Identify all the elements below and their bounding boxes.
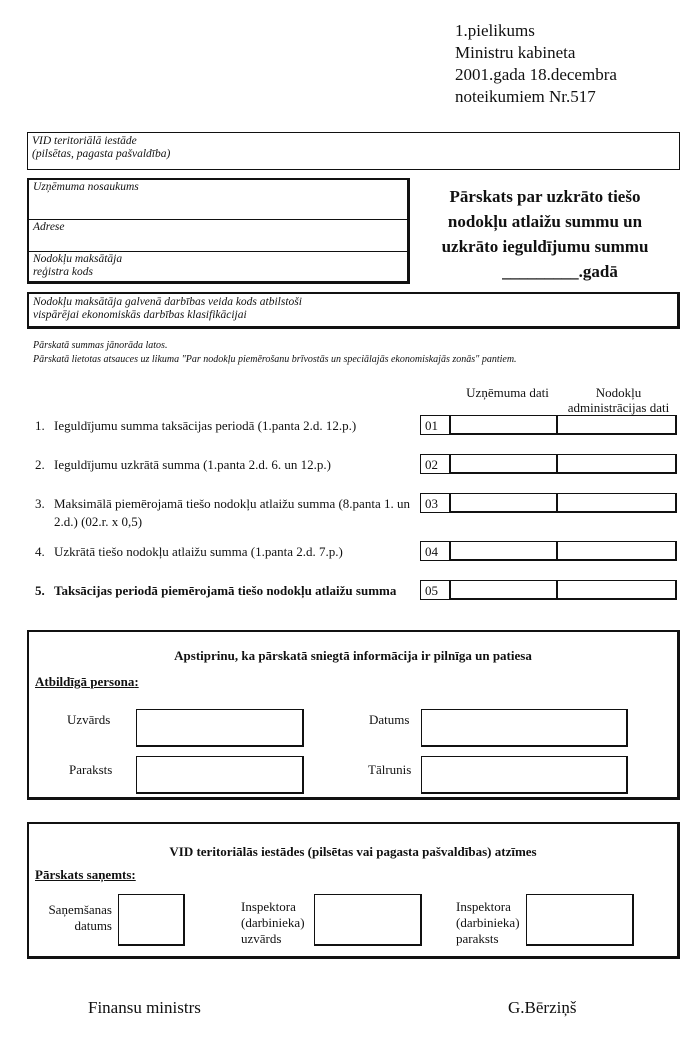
note: Pārskatā summas jānorāda latos. bbox=[33, 340, 168, 351]
header-line: 2001.gada 18.decembra bbox=[455, 65, 617, 84]
received-date-input[interactable] bbox=[118, 894, 185, 946]
vid-marks-title: VID teritoriālās iestādes (pilsētas vai pagasta pašvaldības) atzīmes bbox=[169, 844, 537, 859]
company-data-input[interactable] bbox=[450, 415, 558, 435]
confirmation-box bbox=[27, 630, 680, 800]
field-label: Nodokļu maksātāja galvenā darbības veida kods atbilstoši bbox=[33, 296, 302, 308]
company-data-input[interactable] bbox=[450, 454, 558, 474]
activity-code-field[interactable] bbox=[27, 292, 680, 329]
label-text: Atbildīgā persona bbox=[35, 674, 135, 689]
field-label: vispārējai ekonomiskās darbības klasifikācijai bbox=[33, 309, 247, 321]
field-label: Nodokļu maksātāja bbox=[33, 253, 123, 265]
label-line: Inspektora bbox=[241, 899, 296, 914]
inspector-signature-label bbox=[456, 899, 520, 947]
surname-label: Uzvārds bbox=[67, 712, 111, 727]
row-code: 05 bbox=[420, 580, 450, 600]
signature-label: Paraksts bbox=[69, 762, 113, 777]
row-code: 01 bbox=[420, 415, 450, 435]
column-header-line: Nodokļu bbox=[595, 385, 642, 400]
date-input[interactable] bbox=[421, 709, 628, 747]
company-data-input[interactable] bbox=[450, 493, 558, 513]
header-line: noteikumiem Nr.517 bbox=[455, 87, 596, 106]
phone-label: Tālrunis bbox=[368, 762, 412, 777]
label-line: Saņemšanas bbox=[48, 902, 112, 917]
admin-data-input[interactable] bbox=[557, 454, 677, 474]
row-code: 02 bbox=[420, 454, 450, 474]
company-name-field[interactable] bbox=[29, 180, 407, 220]
header-line: Ministru kabineta bbox=[455, 43, 576, 62]
column-header-line: administrācijas dati bbox=[567, 400, 670, 415]
row-description: Maksimālā piemērojamā tiešo nodokļu atlaižu summa (8.panta 1. un 2.d.) (02.r. x 0,5) bbox=[54, 496, 410, 529]
signatory-name: G.Bērziņš bbox=[508, 998, 577, 1017]
signature-input[interactable] bbox=[136, 756, 304, 794]
label-line: (darbinieka) bbox=[241, 915, 305, 930]
field-label: reģistra kods bbox=[33, 266, 93, 278]
field-label: VID teritoriālā iestāde bbox=[32, 135, 137, 147]
admin-data-input[interactable] bbox=[557, 580, 677, 600]
vid-office-field[interactable] bbox=[27, 132, 680, 170]
label-line: Inspektora bbox=[456, 899, 511, 914]
row-description: Uzkrātā tiešo nodokļu atlaižu summa (1.panta 2.d. 7.p.) bbox=[54, 544, 343, 559]
received-date-label bbox=[34, 902, 112, 934]
field-label: (pilsētas, pagasta pašvaldība) bbox=[32, 148, 171, 160]
inspector-name-input[interactable] bbox=[314, 894, 422, 946]
company-info-box bbox=[27, 178, 410, 284]
vid-marks-box bbox=[27, 822, 680, 959]
row-number: 1. bbox=[35, 418, 45, 433]
title-year: _________.gadā bbox=[502, 262, 618, 281]
taxpayer-code-field[interactable] bbox=[29, 252, 407, 282]
row-description: Ieguldījumu uzkrātā summa (1.panta 2.d. 6. un 12.p.) bbox=[54, 457, 331, 472]
header-line: 1.pielikums bbox=[455, 21, 535, 40]
row-code: 03 bbox=[420, 493, 450, 513]
row-number: 5. bbox=[35, 583, 45, 598]
responsible-person-label: Atbildīgā persona: bbox=[35, 674, 139, 689]
label-line: uzvārds bbox=[241, 931, 282, 946]
row-number: 4. bbox=[35, 544, 45, 559]
confirmation-title: Apstiprinu, ka pārskatā sniegtā informācija ir pilnīga un patiesa bbox=[174, 648, 532, 663]
company-data-input[interactable] bbox=[450, 580, 558, 600]
admin-data-input[interactable] bbox=[557, 493, 677, 513]
phone-input[interactable] bbox=[421, 756, 628, 794]
column-header-company: Uzņēmuma dati bbox=[466, 385, 549, 400]
title-line: Pārskats par uzkrāto tiešo bbox=[449, 187, 641, 206]
report-title bbox=[415, 184, 675, 284]
note: Pārskatā lietotas atsauces uz likuma "Par nodokļu piemērošanu brīvostās un speciālajās ekonomiskajās zonās" pantiem. bbox=[33, 354, 517, 365]
surname-input[interactable] bbox=[136, 709, 304, 747]
admin-data-input[interactable] bbox=[557, 415, 677, 435]
company-data-input[interactable] bbox=[450, 541, 558, 561]
row-number: 3. bbox=[35, 496, 45, 511]
row-number: 2. bbox=[35, 457, 45, 472]
inspector-signature-input[interactable] bbox=[526, 894, 634, 946]
title-line: uzkrāto ieguldījumu summu bbox=[441, 237, 649, 256]
address-field[interactable] bbox=[29, 220, 407, 252]
date-label: Datums bbox=[369, 712, 410, 727]
inspector-name-label bbox=[241, 899, 305, 947]
received-label: Pārskats saņemts: bbox=[35, 867, 136, 882]
admin-data-input[interactable] bbox=[557, 541, 677, 561]
column-header-admin bbox=[556, 385, 681, 415]
row-description: Ieguldījumu summa taksācijas periodā (1.panta 2.d. 12.p.) bbox=[54, 418, 357, 433]
label-line: paraksts bbox=[456, 931, 499, 946]
label-line: datums bbox=[74, 918, 112, 933]
row-description: Taksācijas periodā piemērojamā tiešo nodokļu atlaižu summa bbox=[54, 583, 397, 598]
field-label: Uzņēmuma nosaukums bbox=[33, 181, 139, 193]
title-line: nodokļu atlaižu summu un bbox=[447, 212, 643, 231]
signatory-role: Finansu ministrs bbox=[88, 998, 201, 1017]
field-label: Adrese bbox=[33, 221, 65, 233]
annex-header bbox=[455, 20, 617, 108]
row-code: 04 bbox=[420, 541, 450, 561]
label-line: (darbinieka) bbox=[456, 915, 520, 930]
